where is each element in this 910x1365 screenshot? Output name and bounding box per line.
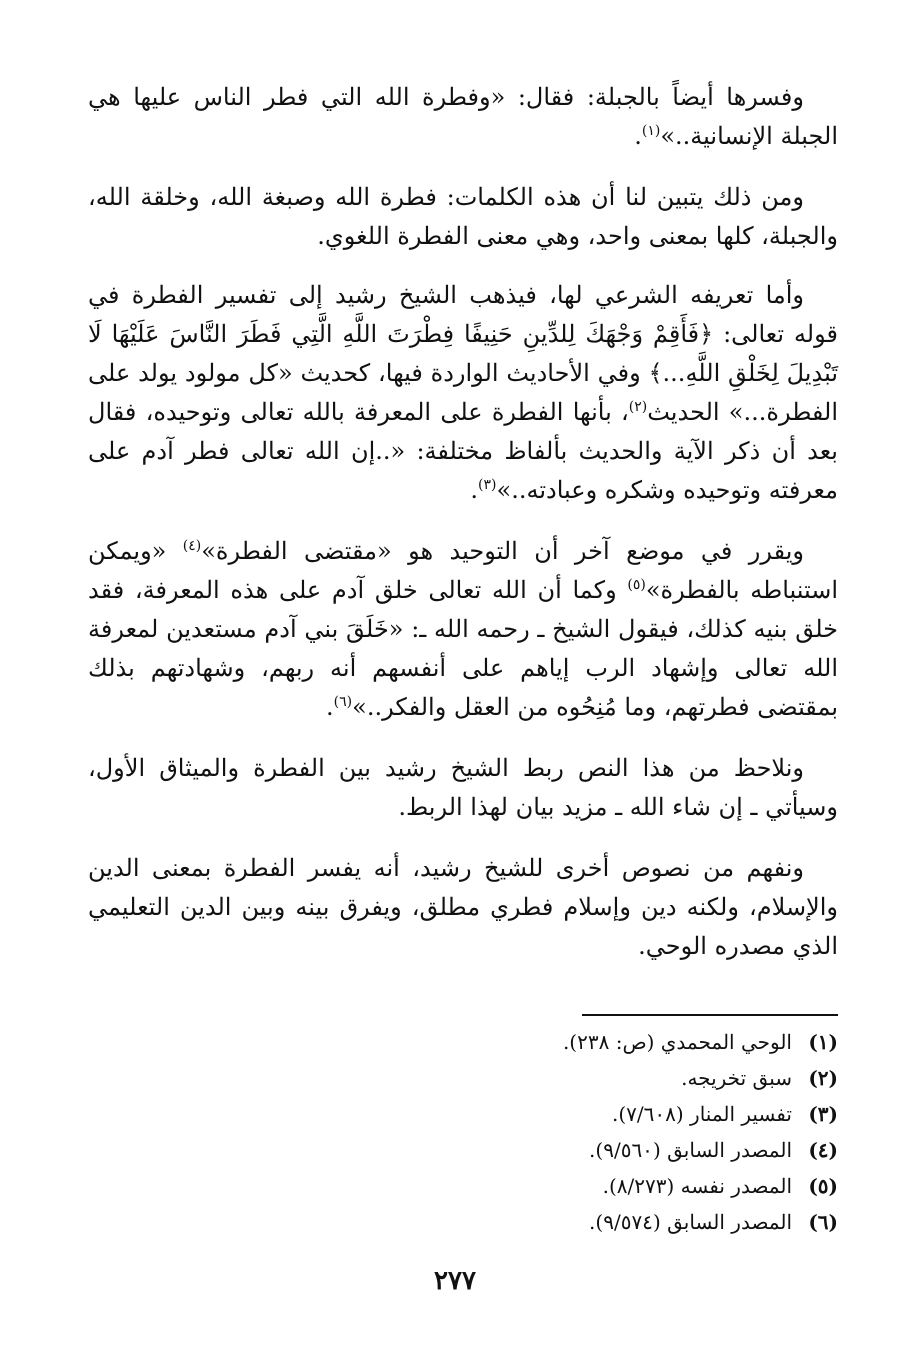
text-span: «ويمكن استنباطه بالفطرة» <box>88 537 839 604</box>
text-span: ونفهم من نصوص أخرى للشيخ رشيد، أنه يفسر الفطرة بمعنى الدين والإسلام، ولكنه دين وإسلام فطري مطلق، ويفرق بينه وبين الدين التعليمي الذي مصدره الوحي. <box>88 854 838 960</box>
footnote-ref: (١) <box>641 123 661 139</box>
footnotes <box>240 1024 838 1240</box>
footnote-text: سبق تخريجه. <box>681 1066 792 1090</box>
footnote-item <box>240 1132 838 1168</box>
footnote-ref: (٥) <box>627 577 646 593</box>
page-number: ٢٧٧ <box>434 1266 476 1296</box>
footnote-item <box>240 1168 838 1204</box>
main-text <box>88 78 838 988</box>
footnote-ref: (٢) <box>628 399 648 415</box>
footnote-ref: (٦) <box>333 694 353 710</box>
text-span: وفسرها أيضاً بالجبلة: فقال: «وفطرة الله التي فطر الناس عليها هي الجبلة الإنسانية..» <box>88 83 838 150</box>
footnote-text: المصدر السابق (٩/٥٧٤). <box>589 1210 792 1234</box>
text-span: . <box>326 693 334 721</box>
footnote-text: تفسير المنار (٧/٦٠٨). <box>611 1102 792 1126</box>
paragraph-4 <box>88 532 838 727</box>
paragraph-2 <box>88 178 838 256</box>
text-span: ، بأنها الفطرة على المعرفة بالله تعالى وتوحيده، فقال بعد أن ذكر الآية والحديث بألفاظ مختلفة: «..إن الله تعالى فطر آدم على معرفته وتوحيده وشكره وعبادته..» <box>88 398 838 504</box>
text-span: . <box>470 476 479 504</box>
footnote-number: (٣) <box>808 1102 838 1126</box>
footnote-text: المصدر السابق (٩/٥٦٠). <box>589 1138 792 1162</box>
footnote-ref: (٤) <box>182 538 202 554</box>
footnote-number: (٤) <box>808 1138 838 1162</box>
footnote-item <box>240 1096 838 1132</box>
footnote-ref: (٣) <box>478 477 497 493</box>
footnote-item <box>240 1024 838 1060</box>
footnote-number: (٦) <box>808 1210 838 1234</box>
footnote-text: المصدر نفسه (٨/٢٧٣). <box>602 1174 792 1198</box>
text-span: . <box>634 122 642 150</box>
text-span: ونلاحظ من هذا النص ربط الشيخ رشيد بين الفطرة والميثاق الأول، وسيأتي ـ إن شاء الله ـ مزيد بيان لهذا الربط. <box>88 754 838 821</box>
footnote-number: (٥) <box>808 1174 838 1198</box>
text-span: ومن ذلك يتبين لنا أن هذه الكلمات: فطرة الله وصبغة الله، وخلقة الله، والجبلة، كلها بمعنى واحد، وهي معنى الفطرة اللغوي. <box>88 183 838 250</box>
footnote-divider <box>582 1014 838 1016</box>
footnote-item <box>240 1204 838 1240</box>
paragraph-3 <box>88 276 838 510</box>
text-span: وأما تعريفه الشرعي لها، فيذهب الشيخ رشيد إلى تفسير الفطرة في قوله تعالى: ﴿فَأَقِمْ وَجْهَكَ لِلدِّينِ حَنِيفًا فِطْرَتَ اللَّهِ الَّتِي فَطَرَ النَّاسَ عَلَيْهَا لَا تَبْدِيلَ لِخَلْقِ اللَّهِ...﴾ وفي الأحاديث الواردة فيها، كحديث «كل مولود يولد على الفطرة...» الحديث <box>88 281 838 426</box>
paragraph-6 <box>88 849 838 966</box>
footnote-number: (١) <box>808 1030 838 1054</box>
text-span: ويقرر في موضع آخر أن التوحيد هو «مقتضى الفطرة» <box>201 537 805 565</box>
footnote-number: (٢) <box>808 1066 838 1090</box>
paragraph-5 <box>88 749 838 827</box>
footnote-text: الوحي المحمدي (ص: ٢٣٨). <box>562 1030 792 1054</box>
footnote-item <box>240 1060 838 1096</box>
paragraph-1 <box>88 78 838 156</box>
text-span: وكما أن الله تعالى خلق آدم على هذه المعرفة، فقد خلق بنيه كذلك، فيقول الشيخ ـ رحمه الله ـ: «خَلَقَ بني آدم مستعدين لمعرفة الله تعالى وإشهاد الرب إياهم على أنفسهم أنه ربهم، وشهادتهم بذلك بمقتضى فطرتهم، وما مُنِحُوه من العقل والفكر..» <box>88 576 838 721</box>
